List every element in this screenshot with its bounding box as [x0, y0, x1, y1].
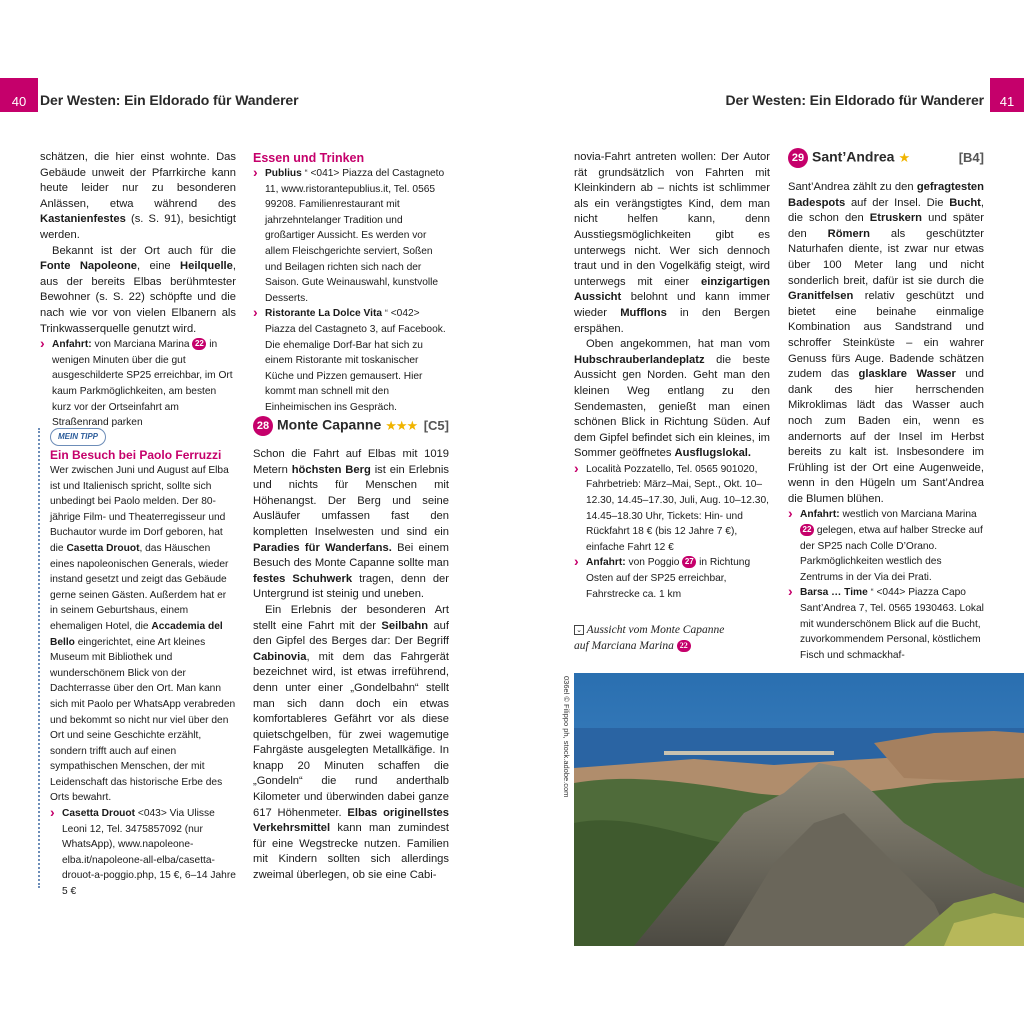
- text-run: auf der Insel. Die: [845, 196, 950, 209]
- text-run: , eine: [137, 260, 181, 273]
- bold-term: Paradies für Wanderfans.: [253, 541, 392, 554]
- bold-term: Casetta Drouot: [66, 542, 140, 554]
- bold-term: Accademia del Bello: [50, 620, 223, 648]
- sight-title: Sant’Andrea: [812, 148, 895, 165]
- bold-term: festes Schuhwerk: [253, 572, 353, 585]
- text-run: , das Häuschen eines napoleonischen Generals, wieder instand gesetzt und zeigt das Gebäude gerne seinen Gästen. Außerdem hat er in seinem Geburtshaus, einem ehemaligen Hotel, die: [50, 542, 229, 632]
- paragraph: [574, 337, 770, 462]
- photo-credit-text: 036el © Filippo ph, stock.adobe.com: [562, 676, 571, 798]
- text-run: (s. S. 91), besichtigt werden.: [40, 213, 236, 241]
- bold-term: Etruskern: [869, 212, 923, 225]
- bold-term: Ausflugslokal.: [674, 447, 752, 460]
- text-run: und dank des hier herrschenden Mikroklimas lädt das Wasser auch noch zum Baden ein, wenn es andernorts auf der Insel im Herbst bereits zu kalt ist. Insbesondere im Frühling ist der Ort eine Augenweide, wenn in den Hügeln um Sant’Andrea die Blumen blühen.: [788, 368, 984, 505]
- info-entry: › Località Pozzatello, Tel. 0565 901020, Fahrbetrieb: März–Mai, Sept., Okt. 10–12.30, 14.45–17.30, Juli, Aug. 10–12.30, 14.45–18.30 Uhr, Tickets: Hin- und Rückfahrt 18 € (bis 12 Jahre 7 €), einfache Fahrt 12 €: [574, 462, 770, 556]
- anfahrt-label: Anfahrt:: [800, 509, 840, 521]
- tip-title: Ein Besuch bei Paolo Ferruzzi: [50, 448, 222, 462]
- map-grid-ref: [B4]: [958, 150, 984, 165]
- caption-text: auf Marciana Marina: [574, 640, 674, 652]
- anfahrt-text: in Richtung Osten auf der SP25 erreichbar, Fahrstrecke ca. 1 km: [586, 557, 751, 600]
- map-marker-badge: 22: [800, 524, 814, 536]
- caption-text: Aussicht vom Monte Capanne: [586, 624, 725, 636]
- text-run: ist ein Erlebnis und nichts für Menschen mit Höhenangst. Der Berg und seine Ausläufer umfassen fast den kompletten Inselwesten und sind ein: [253, 463, 449, 538]
- page-number-right: 41: [990, 78, 1024, 112]
- column-2-body: [253, 447, 449, 884]
- text-run: Oben angekommen, hat man vom: [586, 338, 770, 351]
- tip-entry: [50, 806, 236, 900]
- paragraph: [253, 603, 449, 884]
- text-run: , die schon den: [788, 196, 984, 225]
- anfahrt-label: Anfahrt:: [52, 339, 92, 351]
- star-rating-icon: ★★★: [385, 417, 418, 433]
- text-run: Wer zwischen Juni und August auf Elba ist und Italienisch spricht, sollte sich unbedingt bei Paolo melden. Der 80-jährige Film- und Theaterregisseur und Buchautor wurde im Dorf geboren, hat die: [50, 465, 229, 554]
- paragraph: [253, 447, 449, 603]
- bold-term: Römern: [827, 227, 870, 240]
- anfahrt-text: westlich von Marciana Marina: [842, 509, 977, 521]
- mein-tipp-logo: MEIN TIPP: [50, 428, 106, 446]
- entry-text: Piazza del Castagneto 11, www.ristorantepublius.it, Tel. 0565 99208. Familienrestaurant mit jahrzehntelanger Tradition und großartiger Aussicht. Es werden vor allem Fleischgerichte serviert, Soßen und Beilagen richten sich nach der Saison. Gute Weinauswahl, kunstvolle Desserts.: [265, 168, 445, 304]
- map-marker-badge: 27: [682, 556, 696, 568]
- text-run: , mit dem das Fahrgerät bezeichnet wird, ist etwas irreführend, denn unter einer „Gondelbahn“ stellt man sich dann doch ein etwas komfortableres Gefährt vor als diese quietschgelben, für zwei wagemutige Fahrgäste ausgelegten Metallkäfige. In knapp 20 Minuten schaffen die „Gondeln“ die rund anderthalb Kilometer und überwinden dabei ganze 617 Höhenmeter.: [253, 650, 449, 819]
- text-run: Sant’Andrea zählt zu den: [788, 181, 917, 193]
- bold-term: Elbas originellstes Verkehrsmittel: [253, 806, 449, 835]
- text-run: schätzen, die hier einst wohnte. Das Gebäude unweit der Pfarrkirche kann heute leider nur zu besonderen Anlässen, etwa während des: [40, 151, 236, 210]
- paragraph: [788, 180, 984, 507]
- entry-ref: <043>: [137, 808, 167, 820]
- text-run: Ein Erlebnis der besonderen Art stellt eine Fahrt mit der: [253, 603, 449, 632]
- text-run: kann man zumindest für eine Wegstrecke nutzen. Familien mit Kindern sollten sich allerdings zweimal überlegen, ob sie eine Cabi-: [253, 822, 449, 882]
- bold-term: glasklare Wasser: [858, 368, 956, 381]
- anfahrt-text: von Marciana Marina: [94, 339, 190, 351]
- paragraph: [574, 150, 770, 337]
- camera-icon: ⌄: [574, 625, 584, 635]
- guest-icon: “: [870, 587, 874, 598]
- bold-term: Mufflons: [620, 306, 667, 319]
- guest-icon: “: [384, 308, 388, 319]
- anfahrt-entry: [574, 555, 770, 602]
- anfahrt-entry: [788, 507, 984, 585]
- entry-name: Ristorante La Dolce Vita: [265, 308, 383, 320]
- sight-heading-monte-capanne: [253, 416, 449, 438]
- anfahrt-text: in wenigen Minuten über die gut ausgeschilderte SP25 erreichbar, im Ort kaum Parkmöglichkeiten, am besten kurz vor der Ortseinfahrt am Straßenrand parken: [52, 339, 233, 429]
- text-run: Bekannt ist der Ort auch für die: [52, 244, 236, 257]
- column-4: [788, 180, 984, 663]
- map-grid-ref: [C5]: [423, 418, 449, 433]
- text-run: Schon die Fahrt auf Elbas mit 1019 Metern: [253, 448, 449, 476]
- text-run: relativ geschützt und bietet eine beinahe einmalige Kombination aus Sandstrand und schroffer Steinküste – ein wahrer Genuss fürs Auge. Badende schätzen zudem das: [788, 290, 984, 381]
- text-run: novia-Fahrt antreten wollen: Der Autor rät grundsätzlich von Fahrten mit Kleinkindern ab – nichts ist schlimmer als ein verängstigtes Kind, dem man nicht helfen kann, denn Ausstiegsmöglichkeiten gibt es unterwegs nicht. Wer sich dennoch traut und in den Vogelkäfig steigt, wird unterwegs mit einer: [574, 151, 770, 288]
- paragraph: [40, 244, 236, 338]
- mountain-view-image: [574, 673, 1024, 946]
- map-marker-badge: 22: [677, 640, 691, 652]
- text-run: , aus der bereits Elbas berühmtester Bewohner (s. S. 22) schöpfte und die nach wie vor von vielen Elbanern als Trinkwasserquelle genutzt wird.: [40, 260, 236, 335]
- entry-ref: <042>: [390, 308, 420, 320]
- tip-box: [50, 447, 236, 900]
- guest-icon: “: [304, 168, 308, 178]
- anfahrt-text: gelegen, etwa auf halber Strecke auf der SP25 nach Colle D’Orano. Parkmöglichkeiten westlich des Zentrums in der Via dei Prati.: [800, 525, 983, 583]
- photo-caption: [574, 622, 774, 654]
- page-number-left: 40: [0, 78, 38, 112]
- entry-ref: <041>: [310, 168, 340, 179]
- bold-term: Heilquelle: [180, 260, 233, 273]
- paragraph: [40, 150, 236, 244]
- column-3: [574, 150, 770, 602]
- bold-term: höchsten Berg: [291, 463, 371, 476]
- text-run: als geschützter Naturhafen diente, ist zwar nur etwas über 100 Meter lang und nicht sonderlich breit, dafür ist sie durch die: [788, 227, 984, 287]
- sight-heading-sant-andrea: [788, 148, 984, 170]
- entry-text: Piazza Capo Sant’Andrea 7, Tel. 0565 1930463. Lokal mit wunderschönem Blick auf die Bucht, zuvorkommendem Personal, köstlichem Fisch und schmackhaf-: [800, 587, 984, 661]
- tip-text: [50, 463, 236, 806]
- bold-term: Kastanienfestes: [40, 213, 126, 226]
- map-marker-badge: 22: [192, 338, 206, 350]
- landscape-photo: [574, 673, 1024, 946]
- entry-name: Publius: [265, 168, 302, 179]
- text-run: und später den: [788, 212, 984, 240]
- star-rating-icon: ★: [898, 149, 910, 165]
- text-run: belohnt und kann immer wieder: [574, 291, 770, 319]
- anfahrt-text: von Poggio: [628, 557, 680, 569]
- sight-number-badge: 28: [253, 416, 273, 436]
- restaurant-entry: [253, 306, 449, 415]
- bold-term: Bucht: [949, 196, 981, 209]
- text-run: tragen, denn der Untergrund ist steinig und uneben.: [253, 572, 449, 601]
- bold-term: Fonte Napoleone: [40, 260, 138, 273]
- bold-term: einzigartigen Aussicht: [574, 275, 770, 304]
- bold-term: Cabinovia: [253, 650, 307, 663]
- photo-credit: [561, 676, 573, 796]
- text-run: auf den Gipfel des Berges dar: Der Begriff: [253, 619, 449, 648]
- bold-term: Seilbahn: [381, 619, 429, 632]
- entry-text: Via Ulisse Leoni 12, Tel. 3475857092 (nur WhatsApp), www.napoleone-elba.it/napoleone-all-elba/casetta-drouot-a-poggio.php, 15 €, 6–14 Jahre 5 €: [62, 808, 236, 898]
- text-run: die beste Aussicht gen Norden. Geht man den kleinen Weg entlang zu den Sendemasten, genießt man einen schönen Blick in Richtung Süden. Auf dem Gipfel befindet sich ein kleines, im Sommer geöffnetes: [574, 353, 770, 460]
- running-head-right: Der Westen: Ein Eldorado für Wanderer: [725, 92, 984, 108]
- bold-term: Granitfelsen: [788, 290, 854, 303]
- bold-term: Hubschrauberlandeplatz: [574, 353, 705, 366]
- entry-name: Casetta Drouot: [62, 808, 136, 820]
- column-2: [253, 150, 449, 416]
- entry-text: Piazza del Castagneto 3, auf Facebook. Die ehemalige Dorf-Bar hat sich zu einem Ristorante mit toskanischer Küche und Pizzen gemausert. Hier kommt man schnell mit den Einheimischen ins Gespräch.: [265, 323, 446, 413]
- restaurant-entry: [253, 166, 449, 306]
- essen-heading: Essen und Trinken: [253, 151, 365, 165]
- text-run: eingerichtet, eine Art kleines Museum mit Bibliothek und wunderschönem Blick von der Dachterrasse über den Ort. Man kann sich mit Paolo per WhatsApp verabreden und bekommt so nicht nur viel über den Ort und seine Geschichte erzählt, sondern trifft auch auf einen sympathischen Menschen, der mit Leidenschaft das historische Erbe des Orts bewahrt.: [50, 636, 236, 804]
- running-head-left: Der Westen: Ein Eldorado für Wanderer: [40, 92, 299, 108]
- text-run: Bei einem Besuch des Monte Capanne sollte man: [253, 541, 450, 570]
- restaurant-entry: [788, 585, 984, 663]
- entry-name: Barsa … Time: [800, 587, 868, 599]
- anfahrt-entry: [40, 337, 236, 431]
- anfahrt-label: Anfahrt:: [586, 557, 626, 569]
- column-1: [40, 150, 236, 431]
- sight-number-badge: 29: [788, 148, 808, 168]
- entry-ref: <044>: [876, 587, 906, 599]
- bold-term: gefragtesten Badespots: [788, 181, 984, 209]
- sight-title: Monte Capanne: [277, 416, 382, 433]
- text-run: in den Bergen erspähen.: [574, 306, 770, 335]
